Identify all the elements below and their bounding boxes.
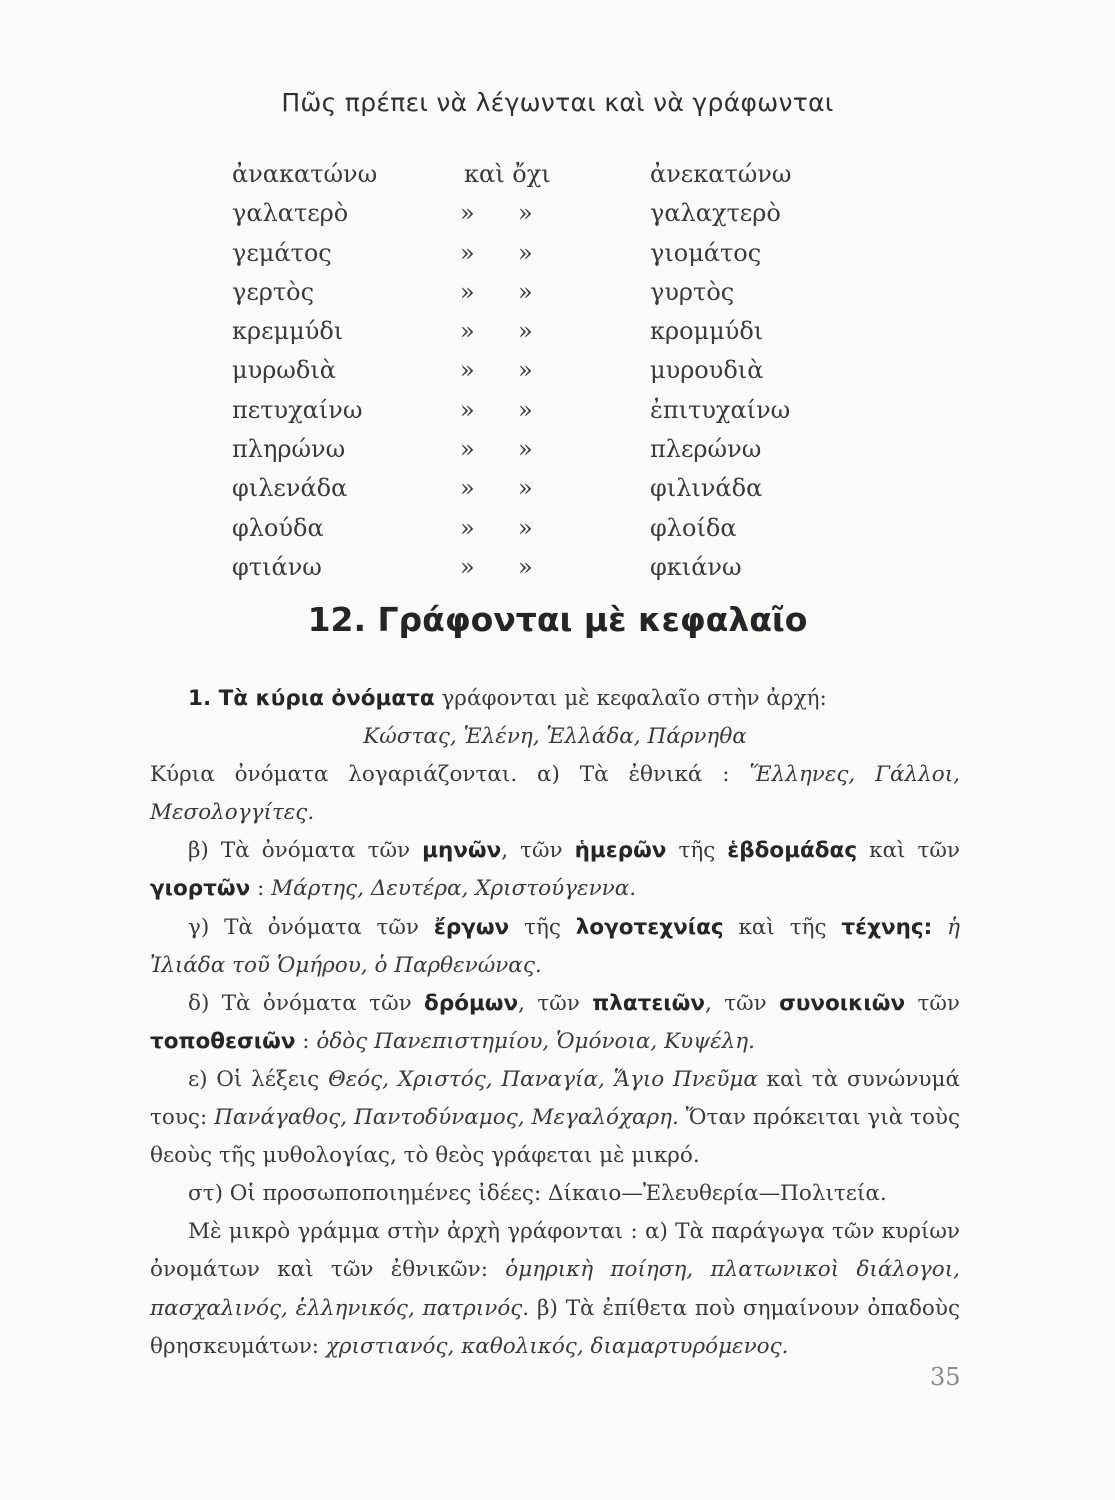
paragraph-2: [150, 756, 960, 832]
text-run: γ) Τὰ ὀνόματα τῶν: [188, 914, 434, 940]
text-run: γράφονται μὲ κεφαλαῖο στὴν ἀρχή:: [434, 686, 827, 711]
text-run: τῶν: [905, 990, 960, 1016]
text-run: καὶ τῆς: [723, 914, 842, 940]
wrong-form: πληρώνω: [232, 435, 346, 464]
bold-term: 1. Τὰ κύρια ὀνόματα: [188, 686, 435, 711]
wrong-form: πετυχαίνω: [232, 395, 363, 424]
header-right: ἀνεκατώνω: [650, 160, 792, 188]
page-number: 35: [930, 1363, 961, 1391]
italic-examples: Ἕλληνες, Γάλλοι, Μεσολογγίτες.: [150, 762, 960, 826]
right-form: ἐπιτυχαίνω: [650, 395, 791, 424]
paragraph-1: [150, 680, 960, 718]
ditto-mark: »: [460, 395, 475, 424]
right-form: φιλινάδα: [650, 474, 763, 503]
wrong-form: κρεμμύδι: [232, 317, 344, 346]
italic-examples: ὁδὸς Πανεπιστημίου, Ὁμόνοια, Κυψέλη.: [316, 1028, 755, 1054]
italic-examples: χριστιανός, καθολικός, διαμαρτυρόμενος.: [325, 1333, 789, 1359]
wrong-form: φτιάνω: [232, 552, 322, 581]
right-form: γιομάτος: [650, 238, 762, 267]
text-run: :: [295, 1028, 317, 1054]
text-run: Κύρια ὀνόματα λογαριάζονται. α) Τὰ ἐθνικά :: [150, 762, 750, 788]
ditto-mark: »: [460, 552, 475, 581]
text-run: τῆς: [509, 914, 576, 940]
body-text: [150, 680, 960, 1366]
right-form: πλερώνω: [650, 435, 762, 464]
wrong-form: γερτὸς: [232, 277, 315, 306]
wrong-form: φλούδα: [232, 513, 324, 542]
ditto-mark: »: [518, 199, 533, 228]
wrong-form: γεμάτος: [232, 238, 332, 267]
bold-term: μηνῶν: [422, 838, 502, 864]
wrong-form: φιλενάδα: [232, 474, 348, 503]
bold-term: γιορτῶν: [150, 876, 251, 902]
text-run: , τῶν: [518, 990, 593, 1016]
bold-term: ἑβδομάδας: [727, 838, 858, 864]
bold-term: τέχνης:: [841, 914, 933, 940]
text-run: τῆς: [666, 838, 728, 864]
bold-term: ἔργων: [433, 914, 510, 940]
text-run: ε) Οἱ λέξεις: [188, 1066, 329, 1092]
ditto-mark: »: [518, 435, 533, 464]
paragraph-g: [150, 909, 960, 985]
ditto-mark: »: [518, 277, 533, 306]
ditto-mark: »: [518, 317, 533, 346]
bold-term: ἡμερῶν: [574, 838, 667, 864]
text-run: καὶ τὰ συνώνυμά τους:: [150, 1066, 960, 1131]
right-form: κρομμύδι: [650, 317, 764, 346]
ditto-mark: »: [518, 395, 533, 424]
ditto-mark: »: [460, 199, 475, 228]
header-separator: καὶ ὄχι: [464, 160, 551, 188]
ditto-mark: »: [518, 552, 533, 581]
wrong-form: γαλατερὸ: [232, 199, 349, 228]
ditto-mark: »: [460, 238, 475, 267]
text-run: Μὲ μικρὸ γράμμα στὴν ἀρχὴ γράφονται : α) Τὰ παράγωγα τῶν κυρίων ὀνομάτων καὶ τῶν ἐθνικῶν:: [150, 1219, 960, 1283]
ditto-mark: »: [518, 513, 533, 542]
right-form: γαλαχτερὸ: [650, 199, 781, 228]
paragraph-e: [150, 1061, 960, 1175]
text-run: Ὅταν πρόκειται γιὰ τοὺς θεοὺς τῆς μυθολογίας, τὸ θεὸς γράφεται μὲ μικρό.: [150, 1105, 961, 1169]
ditto-mark: »: [518, 356, 533, 385]
text-run: , τῶν: [705, 990, 780, 1016]
text-run: β) Τὰ ὀνόματα τῶν: [188, 838, 423, 864]
text-run: δ) Τὰ ὀνόματα τῶν: [188, 990, 425, 1016]
text-run: :: [250, 876, 272, 902]
right-form: φλοίδα: [650, 513, 737, 542]
bold-term: δρόμων: [424, 990, 519, 1016]
text-run: , τῶν: [501, 838, 575, 864]
ditto-mark: »: [460, 474, 475, 503]
ditto-mark: »: [460, 277, 475, 306]
italic-examples: Μάρτης, Δευτέρα, Χριστούγεννα.: [271, 876, 637, 902]
ditto-mark: »: [460, 356, 475, 385]
bold-term: τοποθεσιῶν: [150, 1028, 296, 1054]
right-form: γυρτὸς: [650, 277, 735, 306]
ditto-mark: »: [518, 474, 533, 503]
italic-examples: Θεός, Χριστός, Παναγία, Ἅγιο Πνεῦμα: [328, 1066, 758, 1092]
ditto-mark: »: [460, 435, 475, 464]
text-run: καὶ τῶν: [857, 838, 960, 864]
section-title: 12. Γράφονται μὲ κεφαλαῖο: [307, 600, 808, 639]
paragraph-d: [150, 985, 960, 1061]
bold-term: συνοικιῶν: [779, 990, 906, 1016]
bold-term: πλατειῶν: [592, 990, 705, 1016]
italic-examples: ὁμηρικὴ ποίηση, πλατωνικοὶ διάλογοι, πασχαλινός, ἑλληνικός, πατρινός.: [150, 1257, 960, 1321]
examples-line: Κώστας, Ἑλένη, Ἑλλάδα, Πάρνηθα: [363, 724, 747, 750]
paragraph-b: [150, 832, 960, 908]
ditto-mark: »: [518, 238, 533, 267]
wrong-form: μυρωδιὰ: [232, 356, 336, 385]
bold-term: λογοτεχνίας: [575, 914, 724, 940]
ditto-mark: »: [460, 317, 475, 346]
text-run: β) Τὰ ἐπίθετα ποὺ σημαίνουν ὀπαδοὺς θρησκευμάτων:: [150, 1295, 960, 1359]
ditto-mark: »: [460, 513, 475, 542]
header-wrong: ἀνακατώνω: [232, 160, 378, 188]
paragraph-st: στ) Οἱ προσωποποιημένες ἰδέες: Δίκαιο—Ἐλευθερία—Πολιτεία.: [188, 1181, 887, 1207]
page-heading: Πῶς πρέπει νὰ λέγωνται καὶ νὰ γράφωνται: [281, 88, 834, 117]
italic-examples: Πανάγαθος, Παντοδύναμος, Μεγαλόχαρη.: [214, 1105, 679, 1131]
right-form: φκιάνω: [650, 552, 742, 581]
right-form: μυρουδιὰ: [650, 356, 764, 385]
italic-examples: ἡ Ἰλιάδα τοῦ Ὁμήρου, ὁ Παρθενώνας.: [150, 914, 960, 978]
paragraph-lowercase: [150, 1213, 960, 1365]
